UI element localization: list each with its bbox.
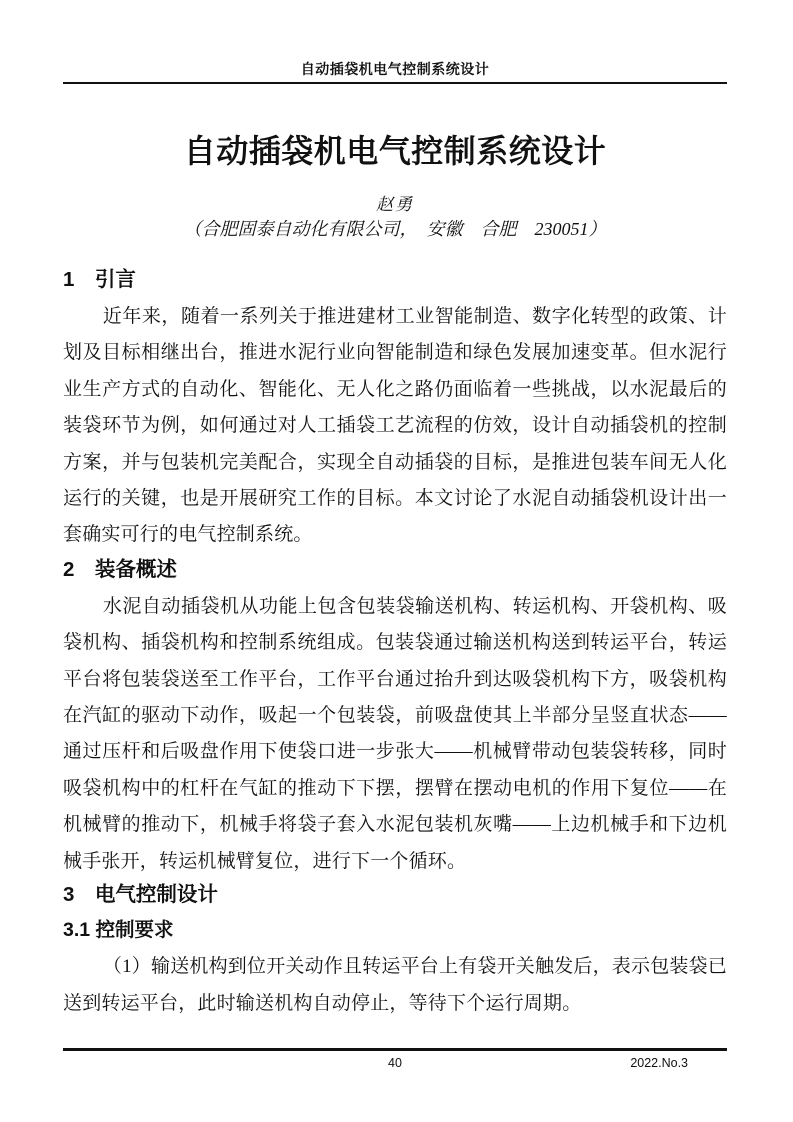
running-head-title: 自动插袋机电气控制系统设计	[300, 61, 490, 77]
subsection-heading-control-requirements: 3.1 控制要求	[63, 919, 174, 942]
paragraph-equipment-overview: 水泥自动插袋机从功能上包含包装袋输送机构、转运机构、开袋机构、吸袋机构、插袋机构和控制系统组成。包装袋通过输送机构送到转运平台，转运平台将包装袋送至工作平台，工作平台通过抬升到达吸袋机构下方，吸袋机构在汽缸的驱动下动作，吸起一个包装袋，前吸盘使其上半部分呈竖直状态——通过压杆和后吸盘作用下使袋口进一步张大——机械臂带动包装袋转移，同时吸袋机构中的杠杆在气缸的推动下下摆，摆臂在摆动电机的作用下复位——在机械臂的推动下，机械手将袋子套入水泥包装机灰嘴——上边机械手和下边机械手张开，转运机械臂复位，进行下一个循环。	[63, 595, 727, 872]
page-number: 40	[388, 1056, 402, 1070]
author-name: 赵勇	[376, 195, 414, 214]
article-title: 自动插袋机电气控制系统设计	[183, 133, 607, 169]
header-rule	[63, 82, 727, 84]
issue-label: 2022.No.3	[630, 1056, 688, 1070]
section-heading-equipment-overview: 2 装备概述	[63, 557, 177, 581]
paragraph-control-requirement-1: （1）输送机构到位开关动作且转运平台上有袋开关触发后，表示包装袋已送到转运平台，此时输送机构自动停止，等待下个运行周期。	[63, 956, 727, 1014]
footer-rule	[63, 1048, 727, 1051]
section-heading-introduction: 1 引言	[63, 268, 136, 291]
author-affiliation: （合肥固泰自动化有限公司， 安徽 合肥 230051）	[183, 219, 607, 239]
page-footer	[63, 1048, 727, 1071]
paragraph-introduction: 近年来，随着一系列关于推进建材工业智能制造、数字化转型的政策、计划及目标相继出台，推进水泥行业向智能制造和绿色发展加速变革。但水泥行业生产方式的自动化、智能化、无人化之路仍面临着一些挑战，以水泥最后的装袋环节为例，如何通过对人工插袋工艺流程的仿效，设计自动插袋机的控制方案，并与包装机完美配合，实现全自动插袋的目标，是推进包装车间无人化运行的关键，也是开展研究工作的目标。本文讨论了水泥自动插袋机设计出一套确实可行的电气控制系统。	[63, 306, 727, 546]
page-content	[63, 0, 727, 1022]
section-heading-electrical-control-design: 3 电气控制设计	[63, 883, 218, 907]
footer-row	[63, 1056, 727, 1071]
